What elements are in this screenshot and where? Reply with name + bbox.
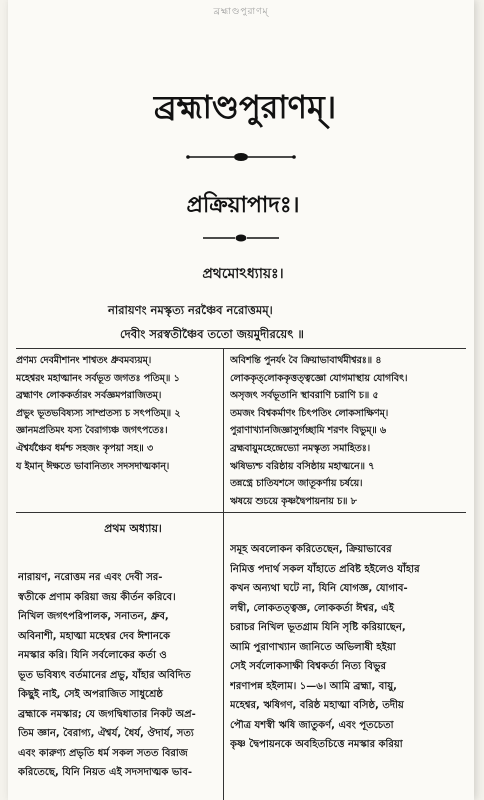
verse-line: অবিশন্তি পুনর্যং বৈ ক্রিয়াভাবার্থমীশ্বরঃ॥ ৪ xyxy=(230,355,382,366)
translation-line: সেই সর্বলোকসাক্ষী বিশ্বকর্তা নিত্য বিভুর xyxy=(230,661,386,672)
page-title xyxy=(106,86,384,132)
translation-line: অবিনাশী, মহাত্মা মহেশ্বর দেব ঈশানকে xyxy=(18,630,170,642)
running-head: ব্রহ্মাণ্ডপুরাণম্ xyxy=(213,7,269,17)
translation-line: আমি পুরাণাখ্যান জানিতে অভিলাষী হইয়া xyxy=(230,641,396,653)
verse-line: তন্নপ্ত্রে চাতিযশসে জাতূকর্ণায় চর্ষয়ে। xyxy=(230,478,363,490)
book-page xyxy=(8,0,474,800)
invocation-line: দেবীং সরস্বতীঞ্চৈব ততো জয়মুদীরয়েৎ ॥ xyxy=(120,327,304,341)
verse-line: তমজং বিশ্বকর্মাণং চিৎপতিং লোকসাক্ষিণম্। xyxy=(230,407,389,419)
verse-line: ঋষয়ে শুচয়ে কৃষ্ণদ্বৈপায়নায় চ॥ ৮ xyxy=(230,495,357,507)
translation-line: মহেশ্বর, ঋষিগণ, বরিষ্ঠ মহাত্মা বসিষ্ঠ, তদীয় xyxy=(230,700,404,711)
verse-line: ঋষিভ্যশ্চ বরিষ্ঠায় বসিষ্ঠায় মহাত্মনে॥ ৭ xyxy=(230,460,375,472)
column-rule xyxy=(223,513,224,800)
translation-line: করিতেছে, যিনি নিয়ত এই সদসদাত্মক ভাব- xyxy=(18,767,192,778)
translation-line: সমূহ অবলোকন করিতেছেন, ক্রিয়াভাবের xyxy=(230,544,392,555)
invocation-line: নারায়ণং নমস্কৃত্য নরঞ্চৈব নরোত্তমম্। xyxy=(108,303,273,317)
verse-line: য ইমান্ ঈক্ষতে ভাবানিত্যং সদসদাত্মকান্। xyxy=(16,460,170,472)
divider-rule xyxy=(16,512,466,513)
verse-line: ব্রহ্মাণং লোককর্তারং সর্বজ্ঞমপরাজিতম্। xyxy=(16,390,162,402)
verse-line: ব্রহ্মবায়ুমহেন্দ্রেভ্যো নমস্কৃত্য সমাহিতঃ। xyxy=(230,442,371,454)
translation-line: ভূত ভবিষ্যৎ বর্তমানের প্রভু, যাঁহার অবিদিত xyxy=(18,669,191,681)
ornament-divider-bottom xyxy=(8,232,474,244)
translation-line: শরণাপন্ন হইলাম। ১—৬। আমি ব্রহ্মা, বায়ু, xyxy=(230,680,397,692)
verse-line: জ্ঞানমপ্রতিমং যস্য বৈরাগ্যঞ্চ জগৎপতেঃ। xyxy=(16,425,168,437)
verse-line: প্রণম্য দেবমীশানং শাশ্বতং ধ্রুবমব্যয়ম্। xyxy=(16,355,152,366)
translation-line: কৃষ্ণ দ্বৈপায়নকে অবহিতচিত্তে নমস্কার করিয়া xyxy=(230,739,403,750)
translation-line: স্বতীকে প্রণাম করিয়া জয় কীর্তন করিবে। xyxy=(18,591,176,603)
translation-column-left xyxy=(18,568,220,783)
verse-line: ঐশ্বর্যঞ্চৈব ধর্মশ্চ সহজং কৃপয়া সহ॥ ৩ xyxy=(16,442,154,454)
translation-line: কিছুই নাই, সেই অপরাজিত সাধুশ্রেষ্ঠ xyxy=(18,689,163,700)
title-text: ব্রহ্মাণ্ডপুরাণম্। xyxy=(153,88,337,126)
translation-line: এবং কারুণ্য প্রভৃতি ধর্ম সকল সতত বিরাজ xyxy=(18,747,188,759)
translation-line: তিম জ্ঞান, বৈরাগ্য, ঐশ্বর্য, ধৈর্য, ঔদার্য, সত্য xyxy=(18,728,194,739)
verse-column-right xyxy=(230,352,466,510)
verse-line: প্রভুং ভূতভবিষ্যস্য সাম্প্রতস্য চ সৎপতিম্॥ ২ xyxy=(16,407,181,419)
chapter-heading: প্রথমোঽধ্যায়ঃ। xyxy=(202,266,284,282)
verse-line: অসৃজৎ সর্বভূতানি স্থাবরাণি চরাণি চ॥ ৫ xyxy=(230,390,379,402)
translation-line: নিখিল জগৎপরিপালক, সনাতন, ধ্রুব, xyxy=(18,611,169,622)
verse-line: মহেশ্বরং মহাত্মানং সর্বভূত জগতঃ পতিম্॥ ১ xyxy=(16,372,180,384)
translation-line: ব্রহ্মাকে নমস্কার; যে জগদ্বিধাতার নিকট অপ্র- xyxy=(18,708,196,720)
verse-column-left xyxy=(16,352,220,475)
translation-line: নারায়ণ, নরোত্তম নর এবং দেবী সর- xyxy=(18,572,163,583)
translation-line: কখন অন্যথা ঘটে না, যিনি যোগজ্ঞ, যোগাব- xyxy=(230,583,408,594)
divider-rule xyxy=(16,348,466,349)
translation-line: পৌত্র যশস্বী ঋষি জাতুকর্ণ, এবং পূতচেতা xyxy=(230,719,394,731)
translation-line: লম্বী, লোকতত্ত্বজ্ঞ, লোককর্তা ঈশ্বর, এই xyxy=(230,602,394,614)
ornament-divider-top xyxy=(8,150,474,164)
verse-line: পুরাণাখ্যানজিজ্ঞাসুর্গচ্ছামি শরণং বিভুম্॥ ৬ xyxy=(230,425,387,437)
translation-column-right xyxy=(230,540,468,755)
column-rule xyxy=(223,349,224,512)
translation-heading: প্রথম অধ্যায়। xyxy=(104,522,162,535)
section-subtitle: প্রক্রিয়াপাদঃ। xyxy=(186,193,300,218)
verse-line: লোককৃত্‌লোককৃত্তত্ত্বজ্ঞো যোগমাস্থায় যোগবিৎ। xyxy=(230,372,408,384)
translation-line: নমস্কার করি। যিনি সর্বলোকের কর্তা ও xyxy=(18,650,167,661)
translation-line: চরাচর নিখিল ভূতগ্রাম যিনি সৃষ্টি করিয়াছেন, xyxy=(230,622,406,633)
translation-line: নিমিত্ত পদার্থ সকল যাঁহাতে প্রবিষ্ট হইলেও যাঁহার xyxy=(230,563,420,575)
